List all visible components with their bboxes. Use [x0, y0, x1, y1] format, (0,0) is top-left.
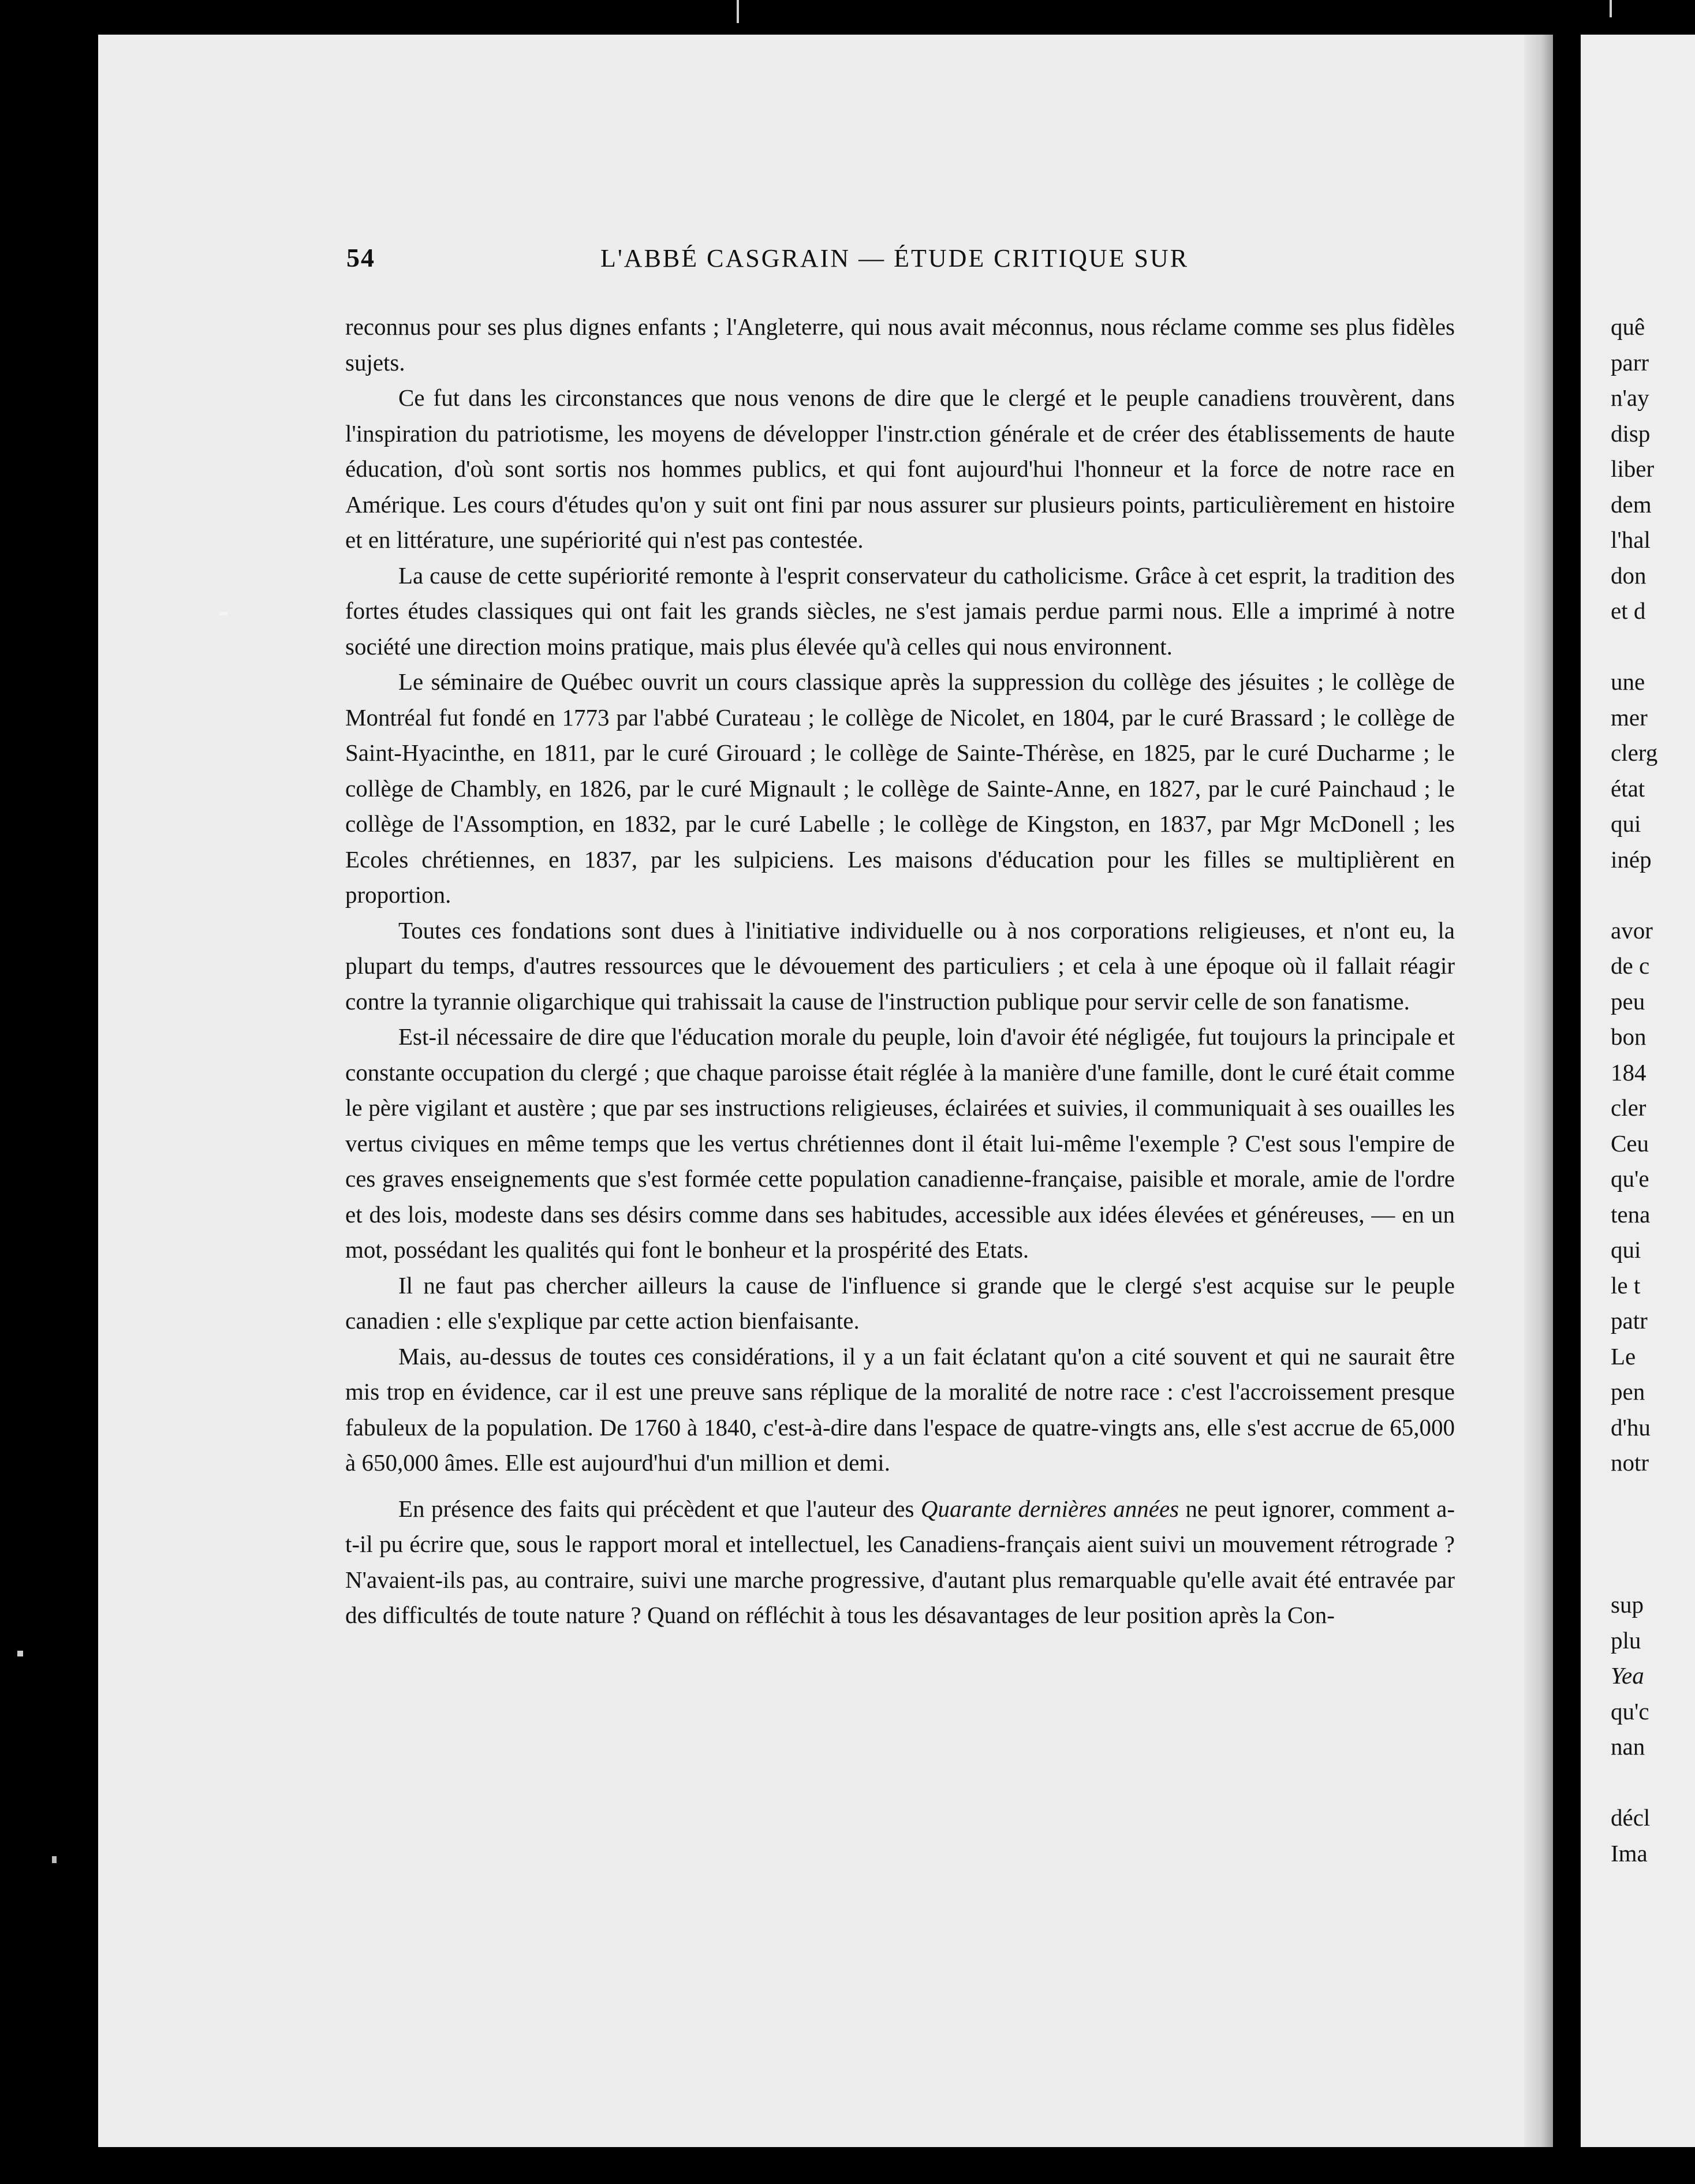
facing-page-fragment: une [1611, 668, 1645, 695]
facing-page-fragment: état [1611, 775, 1645, 802]
facing-page-fragment: don [1611, 562, 1647, 589]
facing-page-fragment: liber [1611, 455, 1655, 482]
page-number: 54 [346, 243, 375, 272]
paragraph-6: Est-il nécessaire de dire que l'éducation morale du peuple, loin d'avoir été négligée, fut toujours la principale et constante occupation du clergé ; que chaque paroisse était réglée à la manière d'une famille, dont le curé était comme le père vigilant et austère ; que par ses instructions religieuses, éclairées et suivies, il communiquait à ses ouailles les vertus civiques en même temps que les vertus chrétiennes dont il était lui-même l'exemple ? C'est sous l'empire de ces graves enseignements que s'est formée cette population canadienne-française, paisible et morale, amie de l'ordre et des lois, modeste dans ses désirs comme dans ses habitudes, accessible aux idées élevées et généreuses, — en un mot, possédant les qualités qui font le bonheur et la prospérité des Etats. [345, 1023, 1455, 1263]
facing-page-fragment: qu'c [1611, 1697, 1649, 1725]
facing-page-fragment: l'hal [1611, 526, 1651, 553]
facing-page-fragment: le t [1611, 1271, 1641, 1299]
paragraph-8: Mais, au-dessus de toutes ces considérations, il y a un fait éclatant qu'on a cité souvent et qui ne saurait être mis trop en évidence, car il est une preuve sans réplique de la moralité de notre race : c'est l'accroissement presque fabuleux de la population. De 1760 à 1840, c'est-à-dire dans l'espace de quatre-vingts ans, elle s'est accrue de 65,000 à 650,000 âmes. Elle est aujourd'hui d'un million et demi. [345, 1342, 1455, 1476]
facing-page-fragment: avor [1611, 917, 1653, 944]
facing-page-fragment: 184 [1611, 1059, 1647, 1086]
facing-page-fragment: d'hu [1611, 1413, 1651, 1441]
facing-page-fragment: cler [1611, 1094, 1647, 1121]
facing-page-fragment: parr [1611, 349, 1649, 376]
facing-page-fragment: qui [1611, 1236, 1641, 1263]
facing-page-fragment: qu'e [1611, 1165, 1649, 1192]
facing-page-fragment: inép [1611, 846, 1652, 873]
paragraph-4: Le séminaire de Québec ouvrit un cours classique après la suppression du collège des jésuites ; le collège de Montréal fut fondé en 1773 par l'abbé Curateau ; le collège de Nicolet, en 1804, par le curé Brassard ; le collège de Saint-Hyacinthe, en 1811, par le curé Girouard ; le collège de Sainte-Thérèse, en 1825, par le curé Ducharme ; le collège de Chambly, en 1826, par le curé Mignault ; le collège de Sainte-Anne, en 1827, par le curé Painchaud ; le collège de l'Assomption, en 1832, par le curé Labelle ; le collège de Kingston, en 1837, par Mgr McDonell ; les Ecoles chrétiennes, en 1837, par les sulpiciens. Les maisons d'éducation pour les filles se multiplièrent en proportion. [345, 668, 1455, 908]
facing-page-fragment [1611, 1481, 1657, 1517]
paragraph-3: La cause de cette supériorité remonte à l'esprit conservateur du catholicisme. Grâce à cet esprit, la tradition des fortes études classiques qui ont fait les grands siècles, ne s'est jamais perdue parmi nous. Elle a imprimé à notre société une direction moins pratique, mais plus élevée qu'à celles qui nous environnent. [345, 562, 1455, 660]
facing-page-fragment [1611, 1552, 1657, 1588]
facing-page-fragment [1611, 877, 1657, 913]
scan-speck [17, 1651, 23, 1656]
paragraph-7: Il ne faut pas chercher ailleurs la cause de l'influence si grande que le clergé s'est acquise sur le peuple canadien : elle s'explique par cette action bienfaisante. [345, 1271, 1455, 1334]
facing-page-fragment: patr [1611, 1307, 1648, 1334]
facing-page-fragment: disp [1611, 420, 1651, 447]
facing-page-fragment [1611, 629, 1657, 665]
scan-speck [219, 612, 227, 615]
facing-page-fragment: décl [1611, 1804, 1651, 1831]
facing-page-fragment: Ima [1611, 1839, 1648, 1867]
paragraph-2: Ce fut dans les circonstances que nous venons de dire que le clergé et le peuple canadiens trouvèrent, dans l'inspiration du patriotisme, les moyens de développer l'instr.ction générale et de créer des établissements de haute éducation, d'où sont sortis nos hommes publics, et qui font aujourd'hui l'honneur et la force de notre race en Amérique. Les cours d'études qu'on y suit ont fini par nous assurer sur plusieurs points, particulièrement en histoire et en littérature, une supériorité qui n'est pas contestée. [345, 384, 1455, 553]
facing-page-fragment: bon [1611, 1023, 1647, 1050]
scan-speck [52, 1856, 57, 1863]
paragraph-1: reconnus pour ses plus dignes enfants ; l'Angleterre, qui nous avait méconnus, nous réclame comme ses plus fidèles sujets. [345, 313, 1455, 376]
facing-page-fragment: sup [1611, 1591, 1644, 1618]
facing-page-fragment: plu [1611, 1626, 1641, 1654]
facing-page-fragment: peu [1611, 988, 1645, 1015]
facing-page-text [1611, 309, 1657, 1871]
paragraph-5: Toutes ces fondations sont dues à l'initiative individuelle ou à nos corporations religieuses, et n'ont eu, la plupart du temps, d'autres ressources que le dévouement des particuliers ; et cela à une époque où il fallait réagir contre la tyrannie oligarchique qui trahissait la cause de l'instruction publique pour servir celle de son fanatisme. [345, 917, 1455, 1015]
book-title-italic: Quarante dernières années [920, 1495, 1179, 1522]
facing-page-fragment: Ceu [1611, 1130, 1649, 1157]
paragraph-9 [345, 1491, 1455, 1633]
facing-page-fragment: notr [1611, 1449, 1649, 1476]
facing-page-fragment: quê [1611, 313, 1645, 340]
facing-page-fragment [1611, 1765, 1657, 1801]
page-gutter [1524, 35, 1553, 2147]
facing-page-fragment: et d [1611, 597, 1646, 624]
body-text [345, 309, 1455, 1633]
paragraph-9-before: En présence des faits qui précèdent et que l'auteur des [398, 1495, 921, 1522]
running-head: L'ABBÉ CASGRAIN — ÉTUDE CRITIQUE SUR [600, 244, 1189, 272]
paragraph-9-after: ne peut ignorer, comment a-t-il pu écrire que, sous le rapport moral et intellectuel, les Canadiens-français aient suivi un mouvement rétrograde ? N'avaient-ils pas, au contraire, suivi une marche progressive, d'autant plus remarquable qu'elle avait été entravée par des difficultés de toute nature ? Quand on réfléchit à tous les désavantages de leur position après la Con- [345, 1495, 1455, 1628]
scan-speck [1610, 0, 1612, 17]
facing-page-fragment: tena [1611, 1201, 1651, 1228]
facing-page-fragment: dem [1611, 491, 1652, 518]
facing-page-fragment: clerg [1611, 739, 1658, 766]
facing-page-fragment: mer [1611, 704, 1648, 731]
facing-page-fragment: pen [1611, 1378, 1645, 1405]
scan-speck [737, 0, 739, 23]
facing-page-fragment: nan [1611, 1733, 1645, 1760]
facing-page-fragment: qui [1611, 810, 1641, 837]
facing-page-fragment: n'ay [1611, 384, 1649, 411]
facing-page-fragment: Yea [1611, 1662, 1644, 1689]
facing-page-fragment: de c [1611, 952, 1650, 979]
facing-page-fragment: Le [1611, 1342, 1636, 1370]
facing-page-fragment [1611, 1516, 1657, 1552]
